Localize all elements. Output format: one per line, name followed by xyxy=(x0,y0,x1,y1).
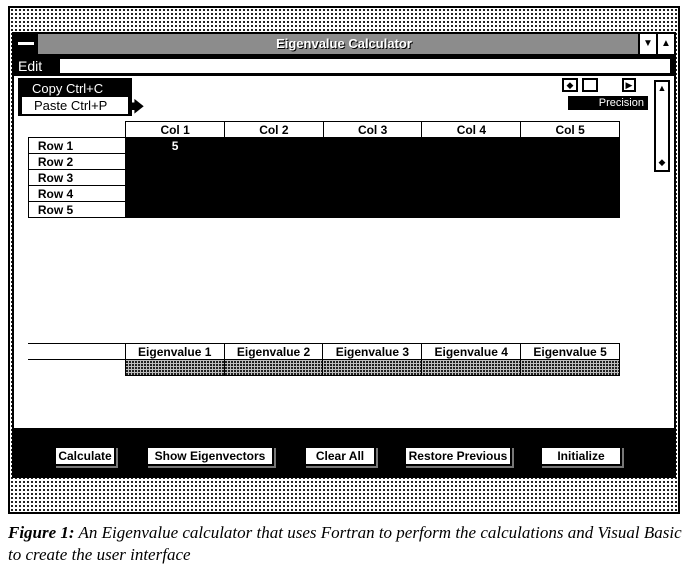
restore-previous-button[interactable]: Restore Previous xyxy=(404,446,512,466)
matrix-cell[interactable] xyxy=(224,202,323,218)
matrix-cell[interactable] xyxy=(422,170,521,186)
figure-label: Figure 1: xyxy=(8,523,75,542)
row-header: Row 4 xyxy=(29,186,126,202)
matrix-cell[interactable] xyxy=(323,202,422,218)
maximize-icon[interactable]: ▲ xyxy=(656,34,674,54)
matrix-cell[interactable] xyxy=(126,154,225,170)
matrix-cell[interactable]: 5 xyxy=(126,138,225,154)
figure-caption xyxy=(8,522,688,566)
menu-bar-empty xyxy=(60,59,670,73)
row-header: Row 3 xyxy=(29,170,126,186)
eigen-header: Eigenvalue 4 xyxy=(422,344,521,360)
matrix-cell[interactable] xyxy=(521,186,620,202)
matrix-cell[interactable] xyxy=(323,170,422,186)
eigenvalue-grid xyxy=(28,343,620,376)
grid-corner xyxy=(29,122,126,138)
matrix-grid xyxy=(28,121,620,218)
matrix-cell[interactable] xyxy=(224,170,323,186)
col-header: Col 5 xyxy=(521,122,620,138)
row-header: Row 2 xyxy=(29,154,126,170)
eigenvalue-cell xyxy=(422,360,521,376)
menu-bar xyxy=(12,56,676,76)
show-eigenvectors-button[interactable]: Show Eigenvectors xyxy=(146,446,274,466)
matrix-cell[interactable] xyxy=(323,186,422,202)
scroll-up-icon[interactable]: ▲ xyxy=(657,83,667,93)
matrix-cell[interactable] xyxy=(224,186,323,202)
matrix-cell[interactable] xyxy=(521,202,620,218)
eigen-header: Eigenvalue 2 xyxy=(224,344,323,360)
matrix-cell[interactable] xyxy=(521,170,620,186)
matrix-cell[interactable] xyxy=(521,138,620,154)
vertical-scrollbar[interactable] xyxy=(654,80,670,172)
col-header: Col 4 xyxy=(422,122,521,138)
col-header: Col 2 xyxy=(224,122,323,138)
calculate-button[interactable]: Calculate xyxy=(54,446,116,466)
eigenvalue-cell xyxy=(521,360,620,376)
col-header: Col 1 xyxy=(126,122,225,138)
eigenvalue-cell xyxy=(125,360,224,376)
matrix-cell[interactable] xyxy=(323,138,422,154)
precision-scroll-thumb[interactable] xyxy=(582,78,598,92)
eigen-row-label xyxy=(28,360,125,376)
figure-caption-text: An Eigenvalue calculator that uses Fortran to perform the calculations and Visual Basic to create the user interface xyxy=(8,523,682,564)
eigen-corner xyxy=(28,344,125,360)
scroll-down-icon[interactable]: ◆ xyxy=(658,157,666,167)
row-header: Row 5 xyxy=(29,202,126,218)
precision-scroll-left-icon[interactable]: ◆ xyxy=(562,78,578,92)
matrix-cell[interactable] xyxy=(126,170,225,186)
matrix-cell[interactable] xyxy=(224,154,323,170)
eigen-header: Eigenvalue 5 xyxy=(521,344,620,360)
matrix-cell[interactable] xyxy=(422,202,521,218)
menu-item-paste[interactable]: Paste Ctrl+P xyxy=(22,97,128,114)
matrix-cell[interactable] xyxy=(422,154,521,170)
clear-all-button[interactable]: Clear All xyxy=(304,446,376,466)
eigen-header: Eigenvalue 3 xyxy=(323,344,422,360)
matrix-cell[interactable] xyxy=(126,202,225,218)
initialize-button[interactable]: Initialize xyxy=(540,446,622,466)
matrix-cell[interactable] xyxy=(521,154,620,170)
eigenvalue-cell xyxy=(323,360,422,376)
col-header: Col 3 xyxy=(323,122,422,138)
precision-label: Precision xyxy=(568,96,648,110)
matrix-cell[interactable] xyxy=(422,138,521,154)
matrix-cell[interactable] xyxy=(323,154,422,170)
mouse-cursor-icon: 🡆 xyxy=(128,99,145,116)
eigenvalue-cell xyxy=(224,360,323,376)
minimize-icon[interactable]: ▼ xyxy=(638,34,656,54)
window-title: Eigenvalue Calculator xyxy=(276,36,412,51)
menu-edit[interactable]: Edit xyxy=(18,58,43,74)
matrix-cell[interactable] xyxy=(422,186,521,202)
row-header: Row 1 xyxy=(29,138,126,154)
menu-item-copy[interactable]: Copy Ctrl+C xyxy=(32,81,104,96)
matrix-cell[interactable] xyxy=(126,186,225,202)
eigen-header: Eigenvalue 1 xyxy=(125,344,224,360)
matrix-cell[interactable] xyxy=(224,138,323,154)
edit-dropdown xyxy=(18,78,132,116)
precision-scroll-right-icon[interactable]: ▶ xyxy=(622,78,636,92)
title-bar[interactable] xyxy=(12,32,676,56)
